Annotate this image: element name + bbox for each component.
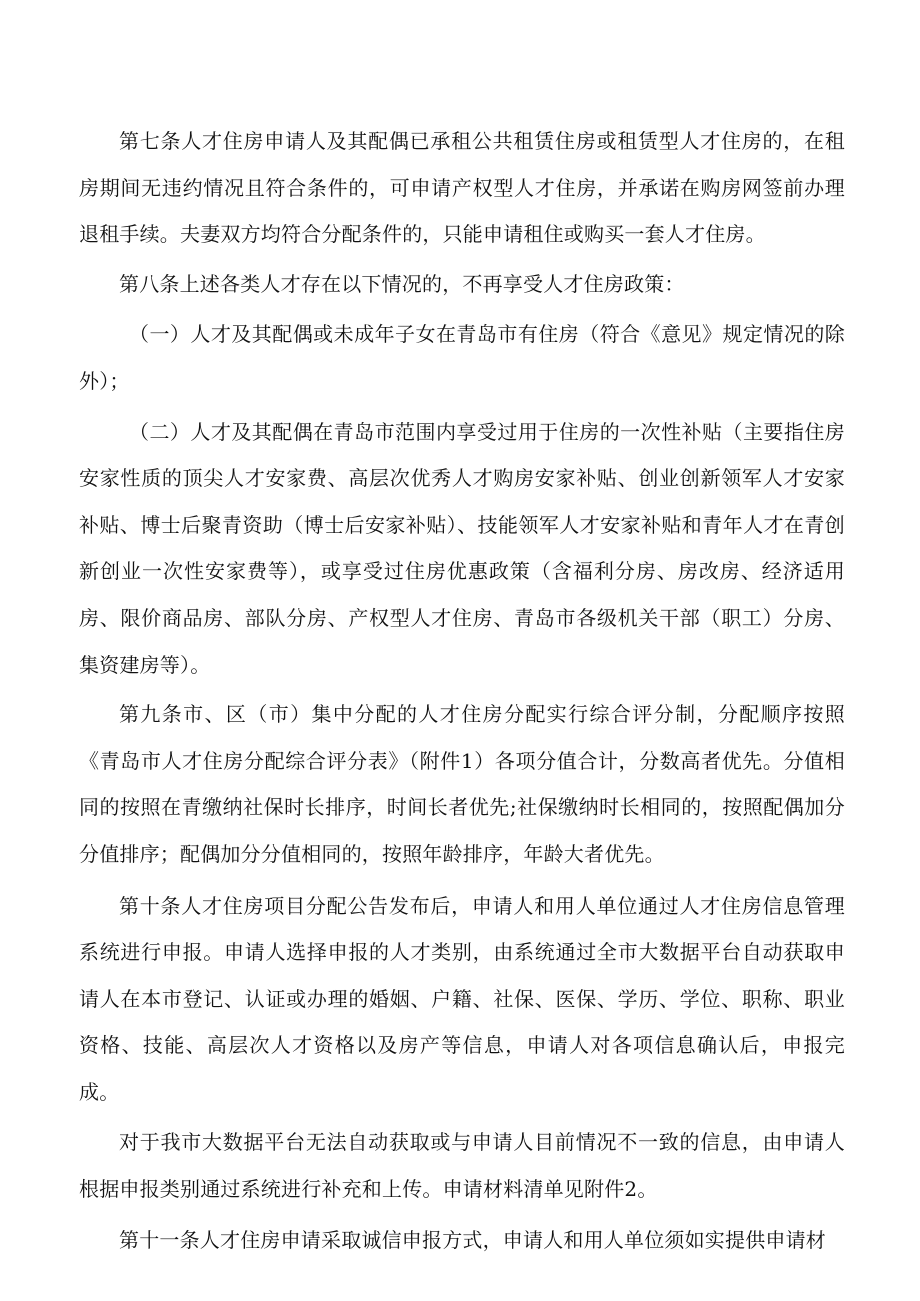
article-8-item-1: （一）人才及其配偶或未成年子女在青岛市有住房（符合《意见》规定情况的除外）； bbox=[79, 322, 845, 393]
article-10-supplement-paragraph: 对于我市大数据平台无法自动获取或与申请人目前情况不一致的信息，由申请人根据申报类别通过系统进行补充和上传。申请材料清单见附件2。 bbox=[79, 1130, 845, 1202]
document-page bbox=[79, 118, 845, 1263]
article-8-item-2: （二）人才及其配偶在青岛市范围内享受过用于住房的一次性补贴（主要指住房安家性质的顶尖人才安家费、高层次优秀人才购房安家补贴、创业创新领军人才安家补贴、博士后聚青资助（博士后安家补贴）、技能领军人才安家补贴和青年人才在青创新创业一次性安家费等），或享受过住房优惠政策（含福利分房、房改房、经济适用房、限价商品房、部队分房、产权型人才住房、青岛市各级机关干部（职工）分房、集资建房等）。 bbox=[79, 419, 845, 677]
article-8-paragraph: 第八条上述各类人才存在以下情况的，不再享受人才住房政策： bbox=[119, 271, 685, 296]
article-11-paragraph: 第十一条人才住房申请采取诚信申报方式，申请人和用人单位须如实提供申请材 bbox=[119, 1227, 826, 1252]
article-10-paragraph: 第十条人才住房项目分配公告发布后，申请人和用人单位通过人才住房信息管理系统进行申报。申请人选择申报的人才类别，由系统通过全市大数据平台自动获取申请人在本市登记、认证或办理的婚姻、户籍、社保、医保、学历、学位、职称、职业资格、技能、高层次人才资格以及房产等信息，申请人对各项信息确认后，申报完成。 bbox=[79, 893, 845, 1104]
article-9-paragraph: 第九条市、区（市）集中分配的人才住房分配实行综合评分制，分配顺序按照《青岛市人才住房分配综合评分表》（附件1）各项分值合计，分数高者优先。分值相同的按照在青缴纳社保时长排序，时间长者优先;社保缴纳时长相同的，按照配偶加分分值排序；配偶加分分值相同的，按照年龄排序，年龄大者优先。 bbox=[79, 702, 845, 866]
article-7-paragraph: 第七条人才住房申请人及其配偶已承租公共租赁住房或租赁型人才住房的，在租房期间无违约情况且符合条件的，可申请产权型人才住房，并承诺在购房网签前办理退租手续。夫妻双方均符合分配条件的，只能申请租住或购买一套人才住房。 bbox=[79, 129, 845, 247]
